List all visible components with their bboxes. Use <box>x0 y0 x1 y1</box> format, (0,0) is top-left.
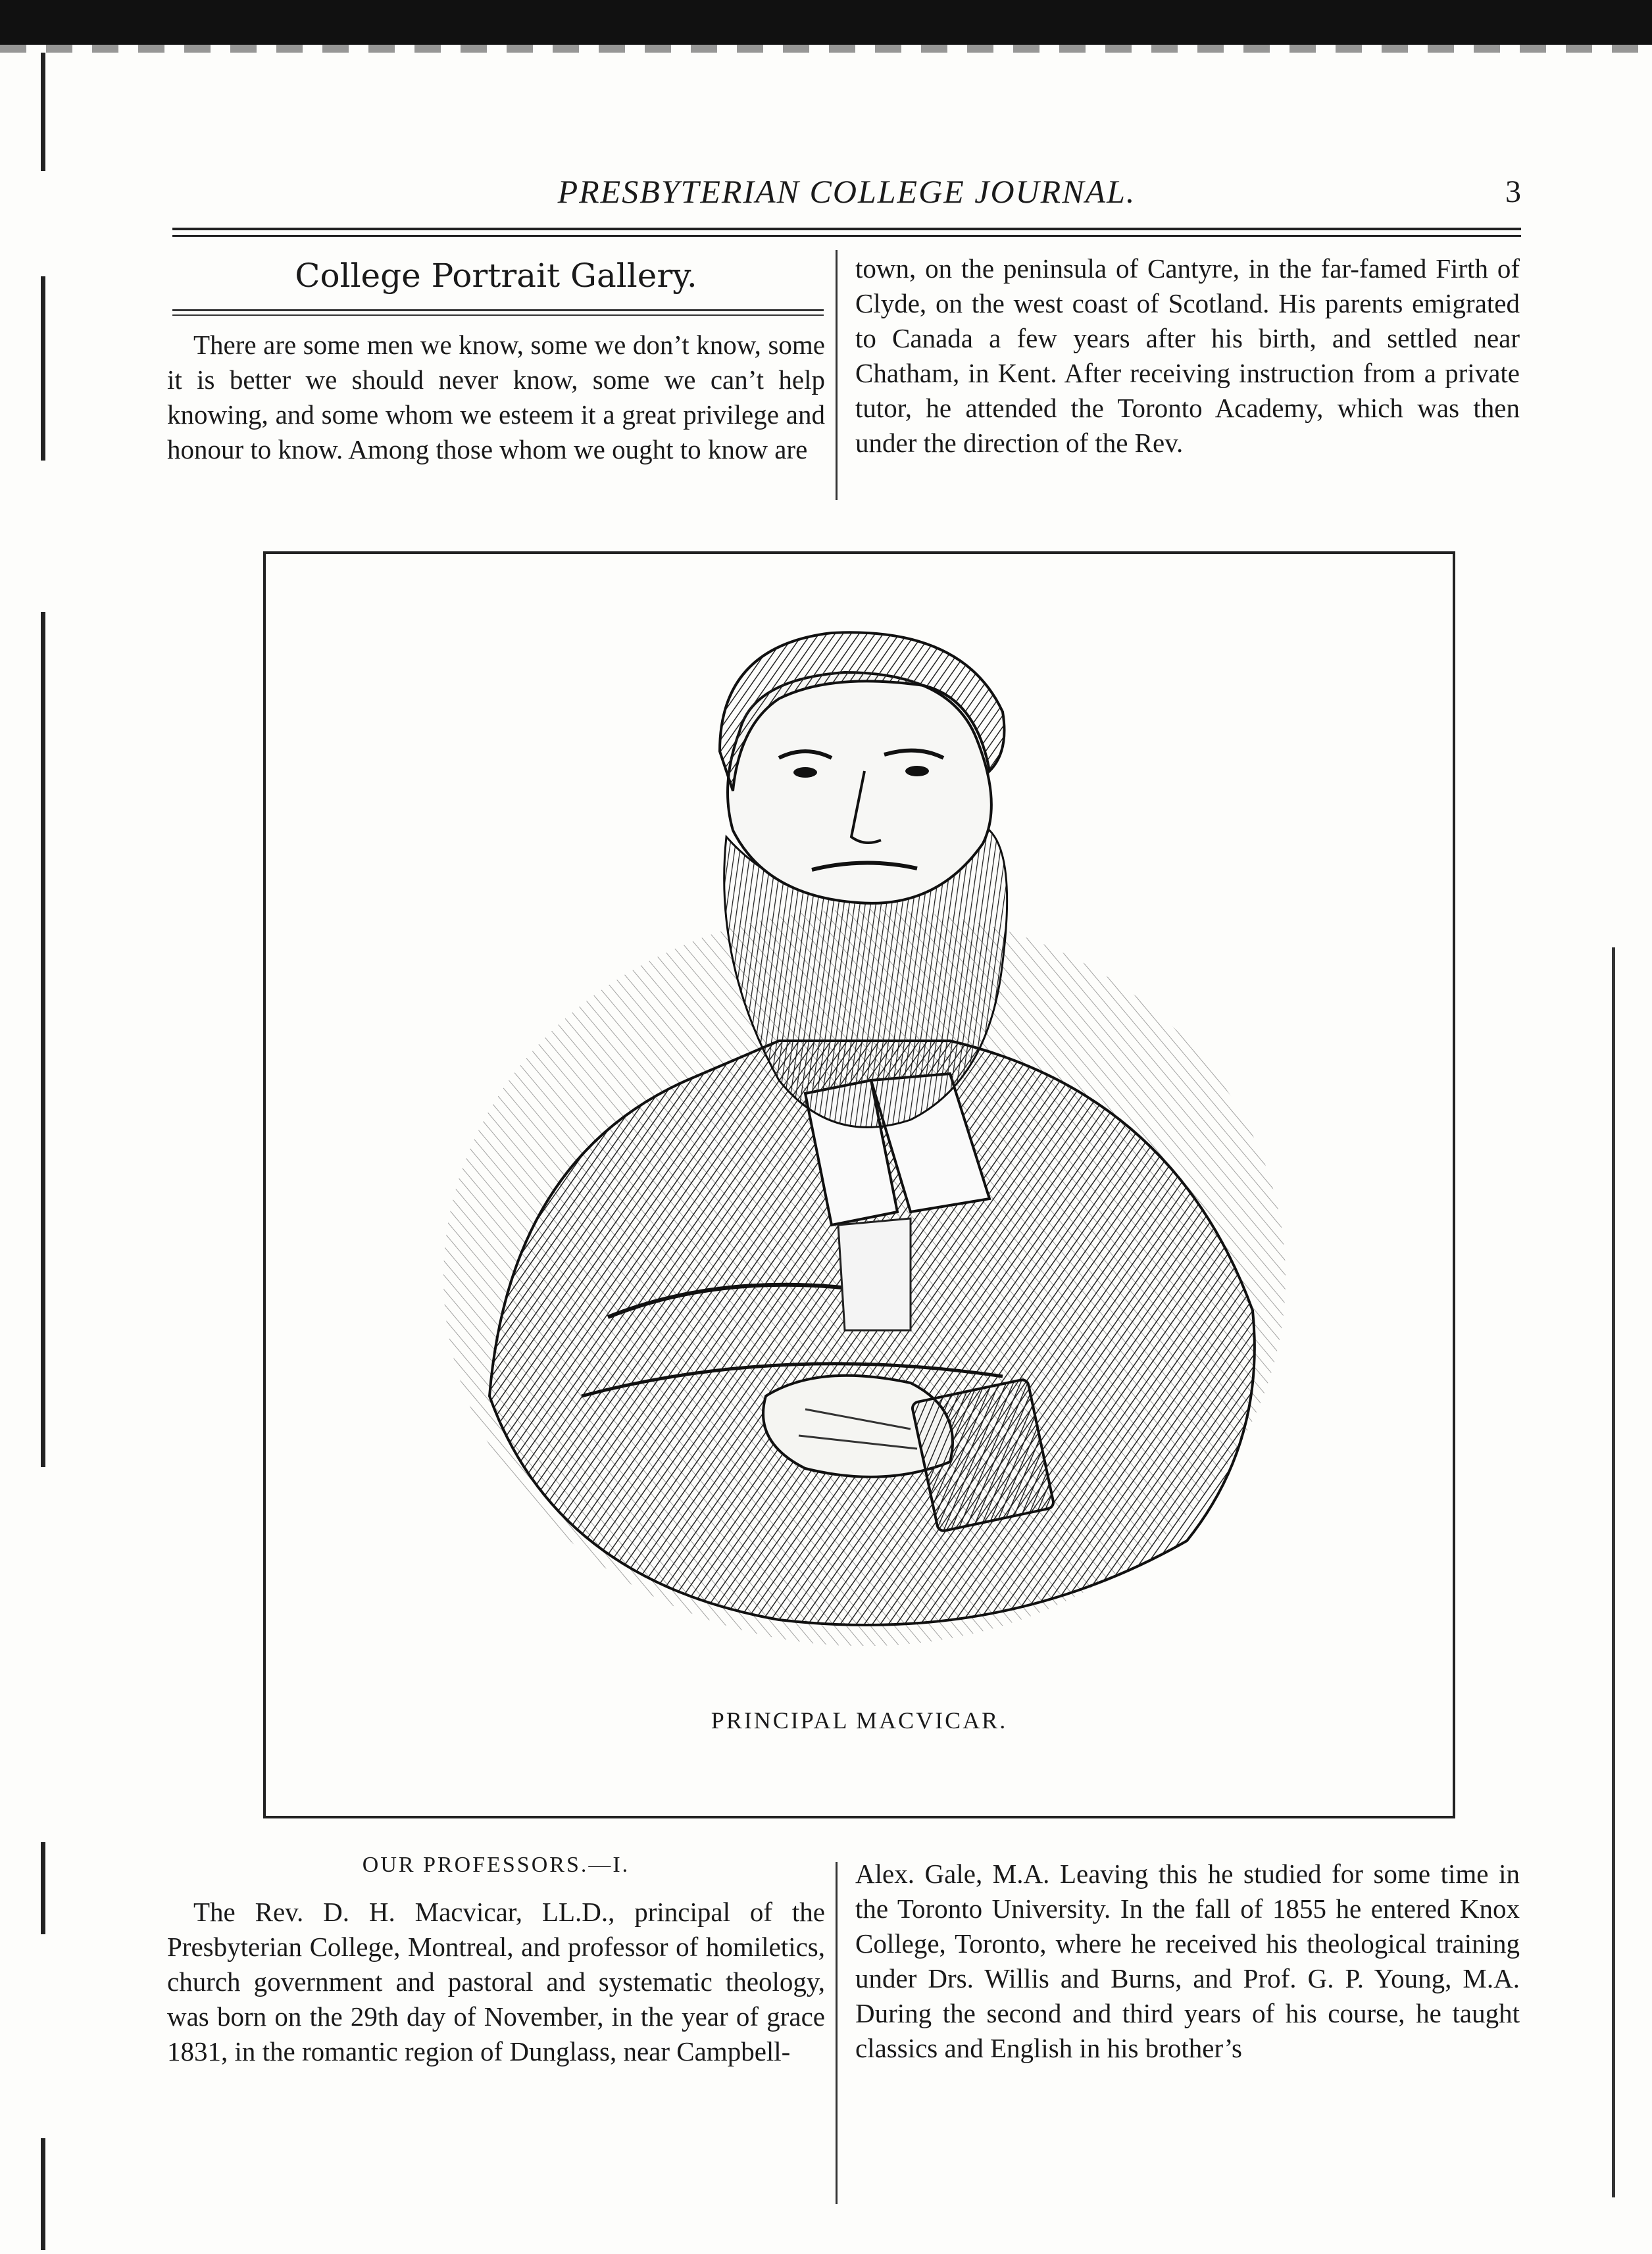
section-heading: OUR PROFESSORS.—I. <box>362 1853 630 1877</box>
intro-paragraph: There are some men we know, some we don’t know, some it is better we should never know, some we can’t help knowing, and some whom we esteem it a great privilege and honour to know. Among those whom we ought to know are <box>167 330 825 464</box>
scan-left-edge-mark <box>41 612 45 1467</box>
biography-continued-paragraph: Alex. Gale, M.A. Leaving this he studied for some time in the Toronto University. In the fall of 1855 he entered Knox College, Toronto, where he received his theological training under Drs. Willis and Burns, and Prof. G. P. Young, M.A. During the second and third years of his course, he taught classics and English in his brother’s <box>855 1859 1520 2063</box>
scan-left-edge-mark <box>41 53 45 171</box>
running-header <box>172 172 1521 218</box>
biography-right-column <box>855 1857 1520 2205</box>
figure-caption: PRINCIPAL MACVICAR. <box>711 1707 1008 1734</box>
journal-title: PRESBYTERIAN COLLEGE JOURNAL. <box>557 173 1136 210</box>
biography-left-column <box>167 1895 825 2204</box>
scan-left-edge-mark <box>41 2138 45 2250</box>
scan-left-edge-mark <box>41 276 45 461</box>
scan-top-border <box>0 0 1652 45</box>
column-divider <box>836 1862 838 2204</box>
portrait-figure <box>263 551 1455 1818</box>
engraved-portrait <box>411 620 1318 1646</box>
section-title: College Portrait Gallery. <box>295 257 697 295</box>
scan-left-edge-mark <box>41 1842 45 1934</box>
scan-top-border-edge <box>0 45 1652 53</box>
intro-left-column <box>167 328 825 505</box>
intro-right-column <box>855 251 1520 508</box>
title-rule <box>172 309 824 316</box>
column-divider <box>836 250 838 500</box>
header-rule <box>172 228 1521 237</box>
intro-continued-paragraph: town, on the peninsula of Cantyre, in the far-famed Firth of Clyde, on the west coast of Scotland. His parents emigrated to Canada a few years after his birth, and settled near Chatham, in Kent. After receiving instruction from a private tutor, he attended the Toronto Academy, which was then under the direction of the Rev. <box>855 253 1520 458</box>
scan-right-edge-mark <box>1612 947 1615 2197</box>
biography-paragraph: The Rev. D. H. Macvicar, LL.D., principal of the Presbyterian College, Montreal, and professor of homiletics, church government and pastoral and systematic theology, was born on the 29th day of November, in the year of grace 1831, in the romantic region of Dunglass, near Campbell- <box>167 1897 825 2066</box>
page-number: 3 <box>1505 174 1521 209</box>
